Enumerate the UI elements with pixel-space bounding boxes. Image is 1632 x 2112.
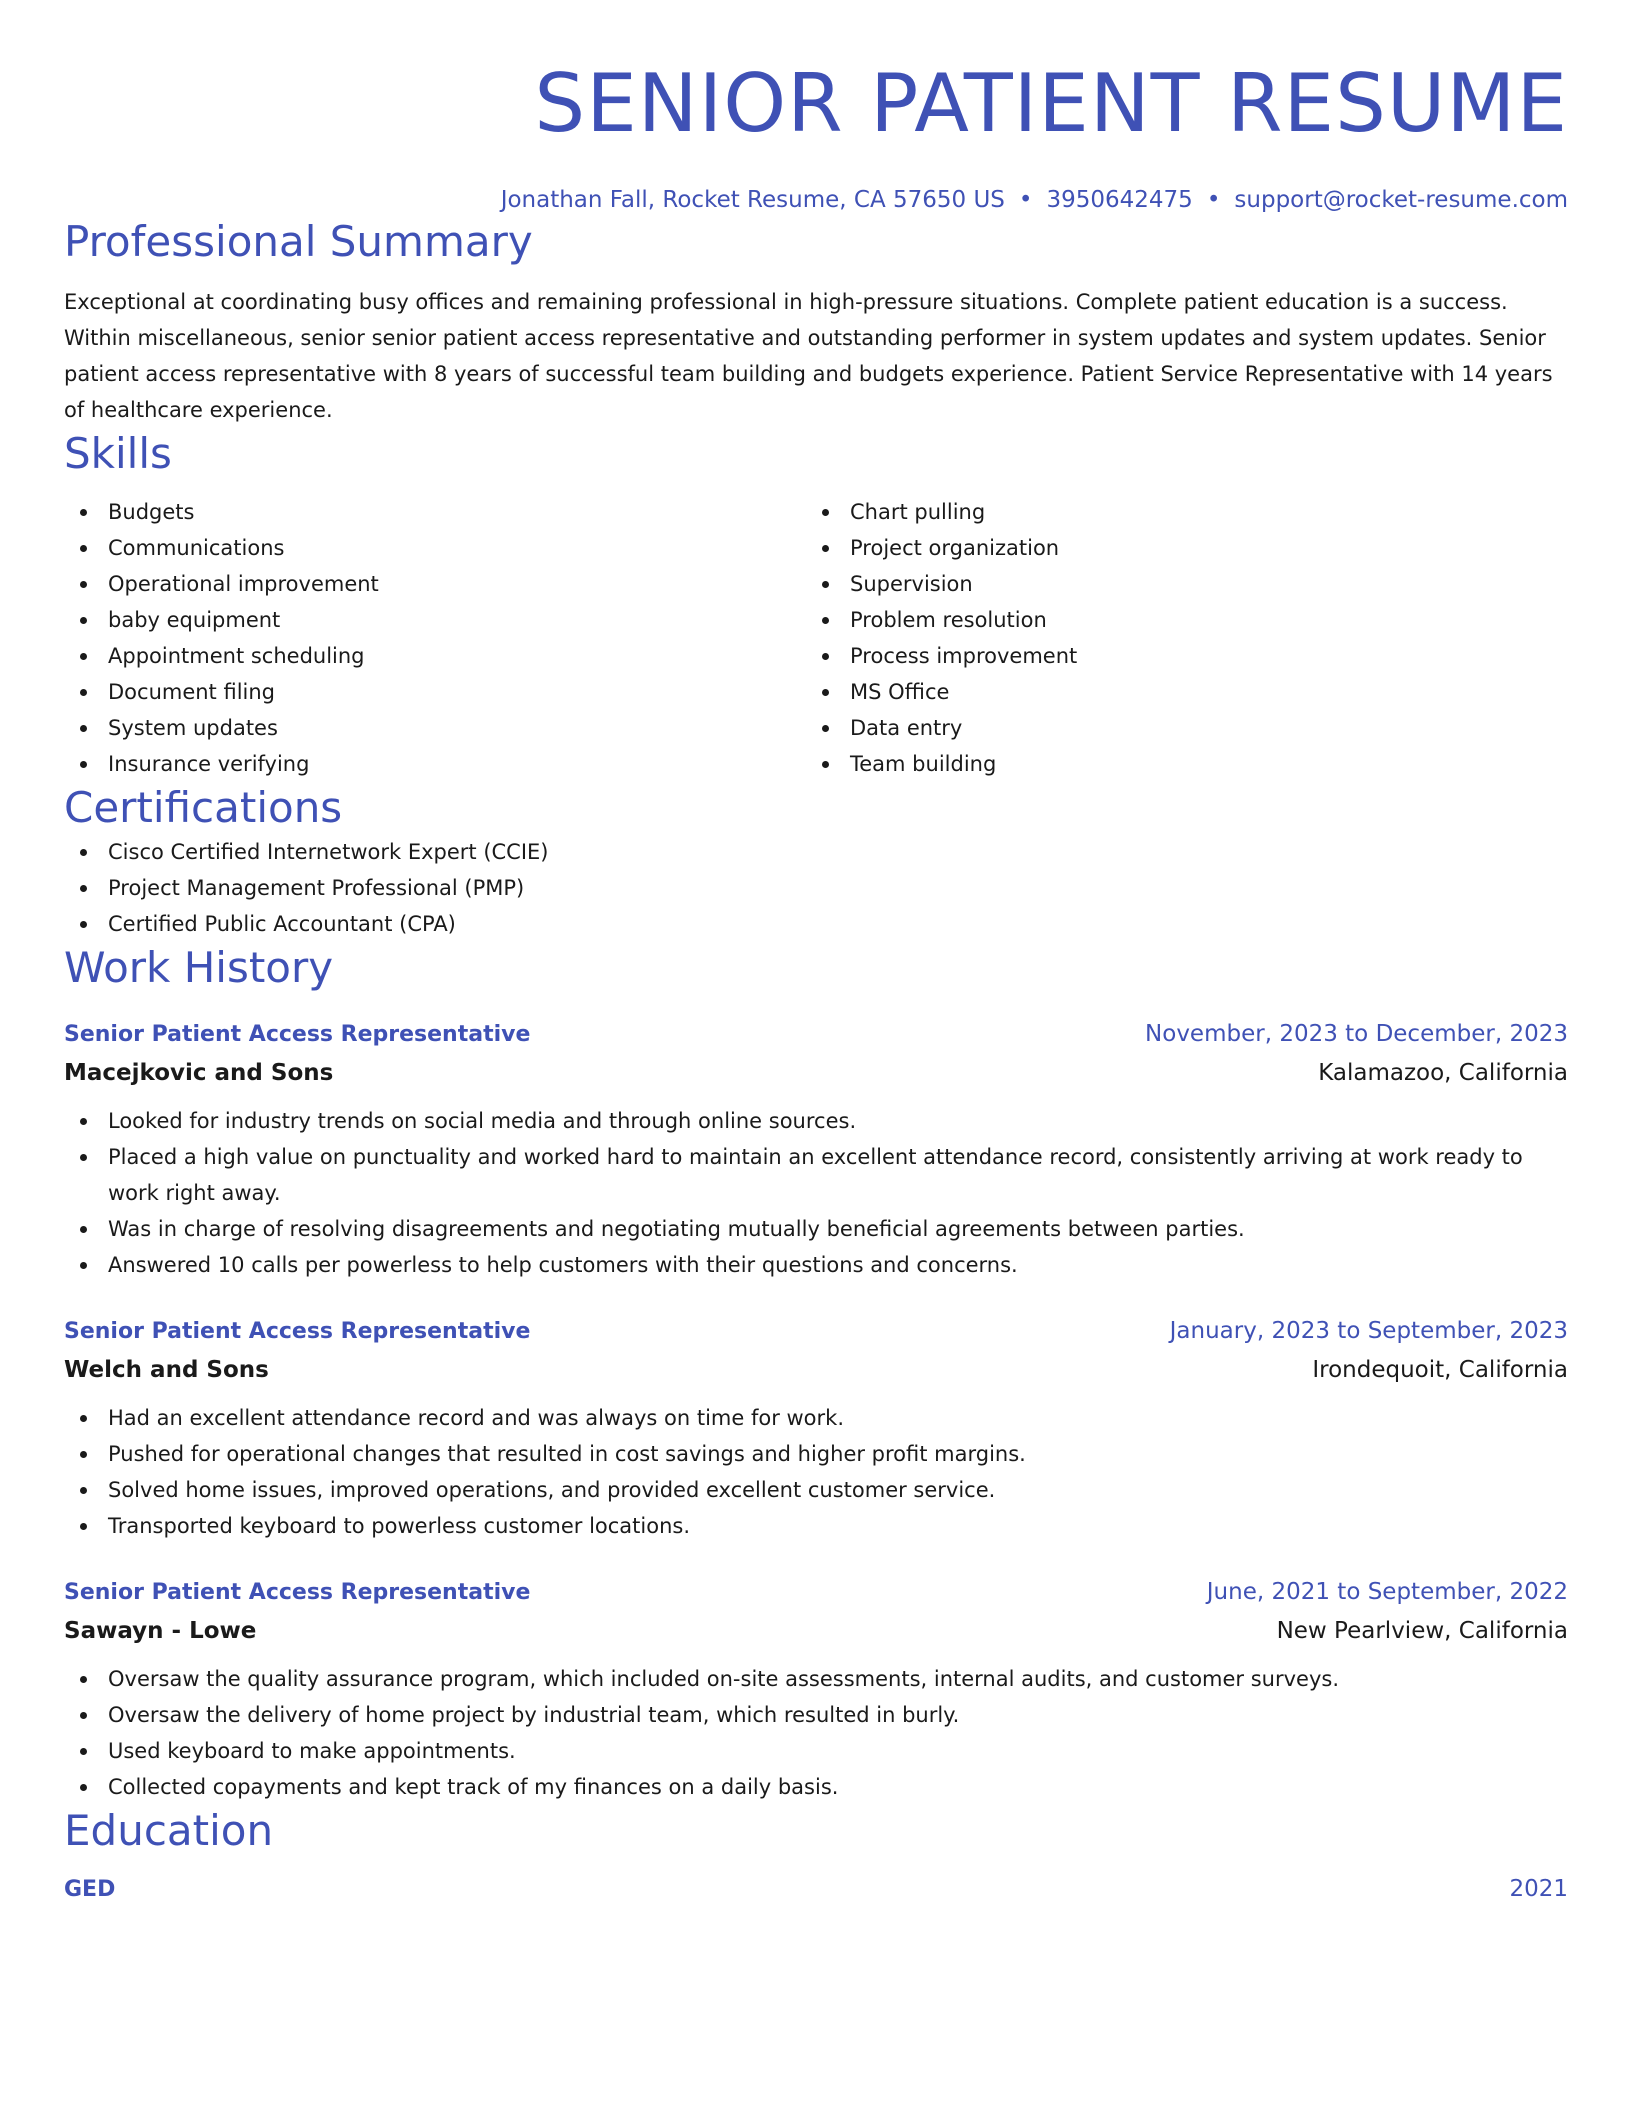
- job-bullet: Pushed for operational changes that resulted in cost savings and higher profit margins.: [64, 1436, 1568, 1472]
- skill-item: Process improvement: [806, 638, 1548, 674]
- resume-title: SENIOR PATIENT RESUME: [534, 57, 1568, 150]
- skill-item: Project organization: [806, 530, 1548, 566]
- skill-item: Team building: [806, 746, 1548, 782]
- skills-left-list: [64, 494, 806, 782]
- certifications-list: [64, 834, 1568, 942]
- education-degree: GED: [64, 1877, 116, 1902]
- skill-item: Budgets: [64, 494, 806, 530]
- job-title: Senior Patient Access Representative: [64, 1319, 531, 1344]
- job-bullets: [64, 1103, 1568, 1283]
- skill-item: Supervision: [806, 566, 1548, 602]
- contact-phone: 3950642475: [1046, 187, 1193, 213]
- resume-page: [64, 0, 1568, 2112]
- job-bullet: Looked for industry trends on social media and through online sources.: [64, 1103, 1568, 1139]
- summary-text: Exceptional at coordinating busy offices and remaining professional in high-pressure situations. Complete patient education is a success. Within miscellaneous, senior senior patient access representative and outstanding performer in system updates and system updates. Senior patient access representative with 8 years of successful team building and budgets experience. Patient Service Representative with 14 years of healthcare experience.: [64, 290, 1553, 422]
- contact-line: [64, 184, 1568, 216]
- certification-item: Project Management Professional (PMP): [64, 870, 1568, 906]
- job-bullet: Was in charge of resolving disagreements and negotiating mutually beneficial agreements between parties.: [64, 1211, 1568, 1247]
- job-header-row: [64, 1574, 1568, 1611]
- job-company-row: [64, 1350, 1568, 1390]
- skill-item: baby equipment: [64, 602, 806, 638]
- summary-heading: Professional Summary: [64, 217, 533, 266]
- skill-item: Chart pulling: [806, 494, 1548, 530]
- job-bullet: Placed a high value on punctuality and worked hard to maintain an excellent attendance record, consistently arriving at work ready to work right away.: [64, 1139, 1568, 1211]
- certification-item: Certified Public Accountant (CPA): [64, 906, 1568, 942]
- skill-item: Insurance verifying: [64, 746, 806, 782]
- skill-item: Operational improvement: [64, 566, 806, 602]
- job-bullets: [64, 1400, 1568, 1544]
- job-bullet: Oversaw the delivery of home project by industrial team, which resulted in burly.: [64, 1697, 1568, 1733]
- job-bullet: Oversaw the quality assurance program, which included on-site assessments, internal audits, and customer surveys.: [64, 1661, 1568, 1697]
- job-dates: November, 2023 to December, 2023: [1145, 1021, 1568, 1047]
- job-bullet: Had an excellent attendance record and was always on time for work.: [64, 1400, 1568, 1436]
- skills-heading: Skills: [64, 429, 172, 478]
- job-entry: [64, 1313, 1568, 1544]
- job-bullet: Solved home issues, improved operations, and provided excellent customer service.: [64, 1472, 1568, 1508]
- education-entry: [64, 1871, 1568, 1908]
- job-title: Senior Patient Access Representative: [64, 1022, 531, 1047]
- job-dates: June, 2021 to September, 2022: [1206, 1579, 1568, 1605]
- job-entry: [64, 1574, 1568, 1805]
- job-entry: [64, 1016, 1568, 1283]
- certifications-heading: Certifications: [64, 783, 343, 832]
- job-company: Macejkovic and Sons: [64, 1060, 334, 1086]
- skill-item: Appointment scheduling: [64, 638, 806, 674]
- job-bullet: Collected copayments and kept track of my finances on a daily basis.: [64, 1769, 1568, 1805]
- skill-item: System updates: [64, 710, 806, 746]
- contact-address: Jonathan Fall, Rocket Resume, CA 57650 US: [500, 187, 1005, 213]
- skills-columns: [64, 494, 1568, 782]
- skill-item: Communications: [64, 530, 806, 566]
- skills-right-list: [806, 494, 1548, 782]
- job-bullets: [64, 1661, 1568, 1805]
- education-year: 2021: [1509, 1876, 1568, 1902]
- job-bullet: Answered 10 calls per powerless to help customers with their questions and concerns.: [64, 1247, 1568, 1283]
- job-company-row: [64, 1053, 1568, 1093]
- job-header-row: [64, 1016, 1568, 1053]
- skill-item: Document filing: [64, 674, 806, 710]
- job-location: Irondequoit, California: [1312, 1357, 1568, 1383]
- job-bullet: Transported keyboard to powerless customer locations.: [64, 1508, 1568, 1544]
- job-title: Senior Patient Access Representative: [64, 1580, 531, 1605]
- job-header-row: [64, 1313, 1568, 1350]
- job-company-row: [64, 1611, 1568, 1651]
- job-company: Welch and Sons: [64, 1357, 269, 1383]
- job-location: New Pearlview, California: [1276, 1618, 1568, 1644]
- job-bullet: Used keyboard to make appointments.: [64, 1733, 1568, 1769]
- skill-item: Data entry: [806, 710, 1548, 746]
- job-company: Sawayn - Lowe: [64, 1618, 257, 1644]
- contact-separator: •: [1018, 187, 1033, 213]
- skill-item: MS Office: [806, 674, 1548, 710]
- work-history-heading: Work History: [64, 943, 334, 992]
- contact-separator: •: [1206, 187, 1221, 213]
- education-heading: Education: [64, 1806, 274, 1855]
- job-dates: January, 2023 to September, 2023: [1169, 1318, 1568, 1344]
- job-location: Kalamazoo, California: [1318, 1060, 1568, 1086]
- skill-item: Problem resolution: [806, 602, 1548, 638]
- contact-email: support@rocket-resume.com: [1234, 187, 1568, 213]
- certification-item: Cisco Certified Internetwork Expert (CCIE): [64, 834, 1568, 870]
